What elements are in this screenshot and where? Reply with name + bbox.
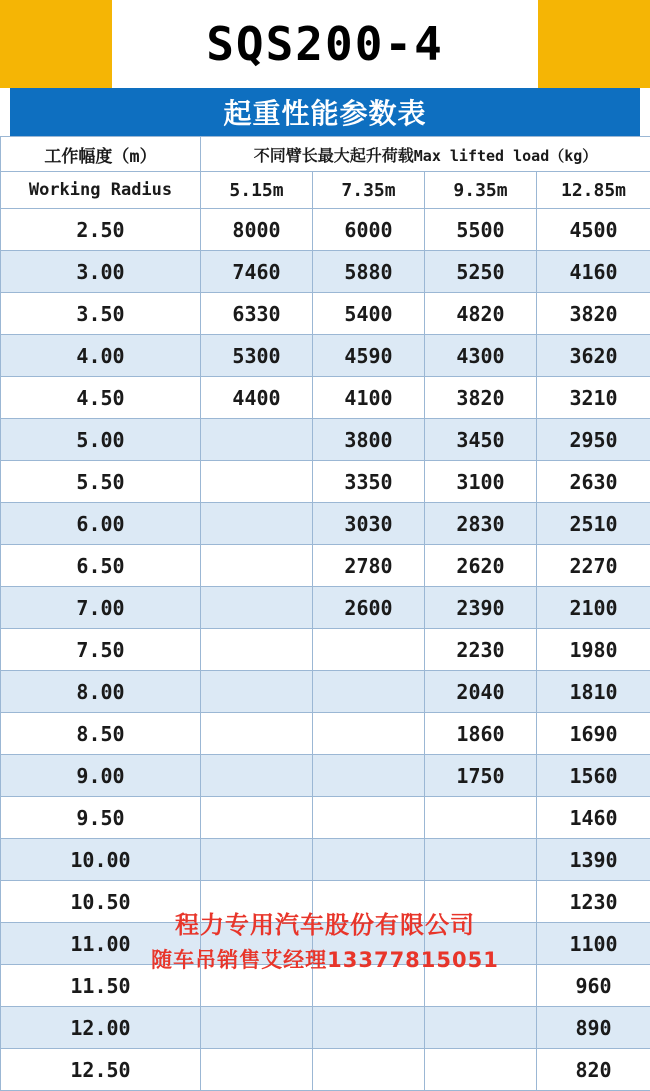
header-max-load [201, 137, 650, 172]
cell-load-boom-4: 1230 [537, 881, 650, 923]
cell-load-boom-1: 5300 [201, 335, 313, 377]
cell-load-boom-3: 1750 [425, 755, 537, 797]
table-row [1, 629, 650, 671]
cell-load-boom-1 [201, 671, 313, 713]
cell-working-radius: 6.00 [1, 503, 201, 545]
cell-load-boom-1 [201, 1007, 313, 1049]
cell-load-boom-4: 2630 [537, 461, 650, 503]
header-row-boom [1, 172, 650, 209]
header-working-radius-cn: 工作幅度（m） [1, 137, 201, 172]
cell-load-boom-3: 3820 [425, 377, 537, 419]
cell-load-boom-2 [313, 1049, 425, 1091]
cell-load-boom-3: 1860 [425, 713, 537, 755]
cell-working-radius: 2.50 [1, 209, 201, 251]
cell-load-boom-4: 1690 [537, 713, 650, 755]
table-row [1, 755, 650, 797]
title-band [0, 0, 650, 88]
cell-load-boom-1 [201, 881, 313, 923]
cell-load-boom-1 [201, 419, 313, 461]
cell-load-boom-4: 2950 [537, 419, 650, 461]
subtitle-right-corner [640, 88, 650, 136]
cell-load-boom-4: 4500 [537, 209, 650, 251]
cell-load-boom-4: 820 [537, 1049, 650, 1091]
table-row [1, 545, 650, 587]
cell-load-boom-1: 4400 [201, 377, 313, 419]
cell-load-boom-4: 3820 [537, 293, 650, 335]
cell-working-radius: 4.00 [1, 335, 201, 377]
table-row [1, 839, 650, 881]
table-row [1, 293, 650, 335]
cell-load-boom-1 [201, 587, 313, 629]
table-row [1, 461, 650, 503]
subtitle-band [0, 88, 650, 136]
cell-load-boom-1 [201, 545, 313, 587]
cell-load-boom-2: 6000 [313, 209, 425, 251]
cell-load-boom-1: 6330 [201, 293, 313, 335]
cell-load-boom-1 [201, 923, 313, 965]
cell-load-boom-3: 2390 [425, 587, 537, 629]
cell-load-boom-4: 3620 [537, 335, 650, 377]
table-row [1, 377, 650, 419]
table-row [1, 965, 650, 1007]
cell-load-boom-2: 3030 [313, 503, 425, 545]
table-row [1, 251, 650, 293]
cell-working-radius: 7.00 [1, 587, 201, 629]
cell-load-boom-2 [313, 839, 425, 881]
table-row [1, 419, 650, 461]
header-row-cn [1, 137, 650, 172]
cell-load-boom-3: 2230 [425, 629, 537, 671]
cell-working-radius: 8.00 [1, 671, 201, 713]
table-body [1, 209, 650, 1091]
cell-load-boom-2 [313, 881, 425, 923]
cell-load-boom-3: 2040 [425, 671, 537, 713]
cell-load-boom-2 [313, 755, 425, 797]
cell-load-boom-3: 5500 [425, 209, 537, 251]
cell-load-boom-4: 1100 [537, 923, 650, 965]
cell-working-radius: 11.50 [1, 965, 201, 1007]
table-row [1, 335, 650, 377]
header-boom-2: 7.35m [313, 172, 425, 209]
cell-load-boom-2 [313, 923, 425, 965]
table-row [1, 209, 650, 251]
table-row [1, 587, 650, 629]
table-row [1, 797, 650, 839]
cell-load-boom-1 [201, 797, 313, 839]
header-boom-3: 9.35m [425, 172, 537, 209]
table-row [1, 503, 650, 545]
cell-working-radius: 8.50 [1, 713, 201, 755]
cell-load-boom-3: 5250 [425, 251, 537, 293]
watermark-contact: 随车吊销售艾经理13377815051 [0, 944, 650, 974]
cell-load-boom-3 [425, 1049, 537, 1091]
title-band-left-block [0, 0, 112, 88]
cell-load-boom-3 [425, 839, 537, 881]
subtitle-text: 起重性能参数表 [223, 92, 426, 132]
cell-load-boom-3 [425, 881, 537, 923]
watermark-company: 程力专用汽车股份有限公司 [0, 905, 650, 940]
cell-load-boom-1 [201, 461, 313, 503]
cell-load-boom-2: 2600 [313, 587, 425, 629]
header-max-load-en: Max lifted load（kg） [414, 147, 598, 165]
cell-load-boom-2 [313, 629, 425, 671]
cell-load-boom-4: 1560 [537, 755, 650, 797]
cell-working-radius: 12.50 [1, 1049, 201, 1091]
cell-load-boom-1 [201, 1049, 313, 1091]
cell-load-boom-3: 3100 [425, 461, 537, 503]
cell-load-boom-1 [201, 503, 313, 545]
cell-load-boom-2: 4100 [313, 377, 425, 419]
cell-load-boom-2: 2780 [313, 545, 425, 587]
cell-load-boom-1: 7460 [201, 251, 313, 293]
cell-working-radius: 7.50 [1, 629, 201, 671]
table-header [1, 137, 650, 209]
header-max-load-cn: 不同臂长最大起升荷载 [254, 146, 414, 165]
cell-load-boom-3 [425, 797, 537, 839]
table-row [1, 881, 650, 923]
cell-load-boom-1 [201, 755, 313, 797]
cell-load-boom-4: 2510 [537, 503, 650, 545]
cell-load-boom-3: 2620 [425, 545, 537, 587]
header-boom-4: 12.85m [537, 172, 650, 209]
cell-load-boom-1 [201, 629, 313, 671]
cell-load-boom-2 [313, 671, 425, 713]
header-boom-1: 5.15m [201, 172, 313, 209]
cell-load-boom-2 [313, 1007, 425, 1049]
cell-load-boom-3 [425, 1007, 537, 1049]
cell-load-boom-2: 3800 [313, 419, 425, 461]
header-working-radius-en: Working Radius [1, 172, 201, 209]
cell-load-boom-4: 1460 [537, 797, 650, 839]
cell-working-radius: 9.50 [1, 797, 201, 839]
lifting-performance-table [0, 136, 650, 1091]
cell-load-boom-3 [425, 923, 537, 965]
cell-load-boom-1 [201, 965, 313, 1007]
cell-load-boom-4: 1390 [537, 839, 650, 881]
model-title: SQS200-4 [206, 17, 444, 71]
cell-load-boom-2: 3350 [313, 461, 425, 503]
cell-working-radius: 4.50 [1, 377, 201, 419]
cell-load-boom-3 [425, 965, 537, 1007]
cell-load-boom-4: 1980 [537, 629, 650, 671]
cell-load-boom-2 [313, 965, 425, 1007]
cell-load-boom-3: 4820 [425, 293, 537, 335]
table-row [1, 713, 650, 755]
cell-working-radius: 12.00 [1, 1007, 201, 1049]
table-row [1, 1049, 650, 1091]
cell-load-boom-3: 2830 [425, 503, 537, 545]
cell-working-radius: 10.00 [1, 839, 201, 881]
cell-load-boom-4: 3210 [537, 377, 650, 419]
cell-load-boom-3: 4300 [425, 335, 537, 377]
cell-load-boom-1: 8000 [201, 209, 313, 251]
cell-working-radius: 3.50 [1, 293, 201, 335]
table-row [1, 1007, 650, 1049]
cell-working-radius: 11.00 [1, 923, 201, 965]
cell-load-boom-4: 960 [537, 965, 650, 1007]
cell-load-boom-2: 5400 [313, 293, 425, 335]
cell-working-radius: 5.00 [1, 419, 201, 461]
cell-load-boom-2: 5880 [313, 251, 425, 293]
cell-load-boom-4: 890 [537, 1007, 650, 1049]
cell-load-boom-3: 3450 [425, 419, 537, 461]
cell-load-boom-4: 1810 [537, 671, 650, 713]
subtitle-left-corner [0, 88, 10, 136]
cell-load-boom-4: 2100 [537, 587, 650, 629]
cell-load-boom-4: 4160 [537, 251, 650, 293]
cell-working-radius: 3.00 [1, 251, 201, 293]
table-row [1, 923, 650, 965]
cell-load-boom-2 [313, 797, 425, 839]
cell-working-radius: 6.50 [1, 545, 201, 587]
cell-working-radius: 10.50 [1, 881, 201, 923]
table-row [1, 671, 650, 713]
cell-working-radius: 5.50 [1, 461, 201, 503]
cell-load-boom-1 [201, 839, 313, 881]
cell-load-boom-2 [313, 713, 425, 755]
cell-working-radius: 9.00 [1, 755, 201, 797]
cell-load-boom-2: 4590 [313, 335, 425, 377]
cell-load-boom-1 [201, 713, 313, 755]
cell-load-boom-4: 2270 [537, 545, 650, 587]
